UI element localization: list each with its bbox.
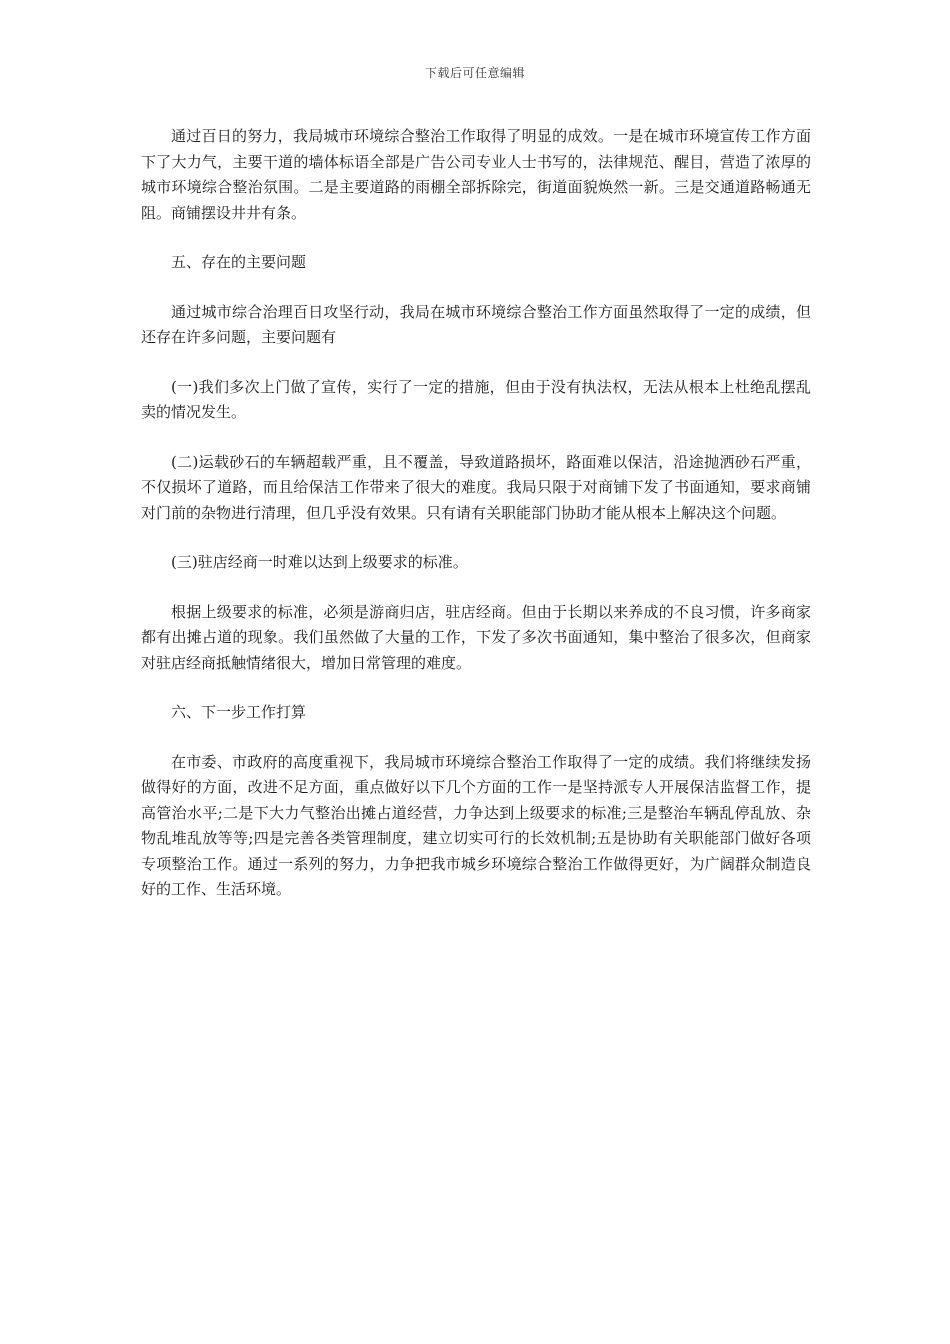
paragraph-problem-3-detail: 根据上级要求的标准，必须是游商归店，驻店经商。但由于长期以来养成的不良习惯，许多商家都有出摊占道的现象。我们虽然做了大量的工作，下发了多次书面通知，集中整治了很多次，但商家对驻店经商抵触情绪很大，增加日常管理的难度。 [141, 602, 811, 672]
page-header: 下载后可任意编辑 [424, 66, 525, 80]
section-heading-problems: 五、存在的主要问题 [171, 253, 307, 271]
paragraph-problem-2: (二)运载砂石的车辆超载严重，且不覆盖，导致道路损坏，路面难以保洁，沿途抛洒砂石严重，不仅损坏了道路，而且给保洁工作带来了很大的难度。我局只限于对商铺下发了书面通知，要求商铺对门前的杂物进行清理，但几乎没有效果。只有请有关职能部门协助才能从根本上解决这个问题。 [141, 452, 811, 522]
paragraph-problems-intro: 通过城市综合治理百日攻坚行动，我局在城市环境综合整治工作方面虽然取得了一定的成绩，但还存在许多问题，主要问题有 [141, 302, 811, 346]
paragraph-problem-3: (三)驻店经商一时难以达到上级要求的标准。 [171, 553, 468, 571]
paragraph-results: 通过百日的努力，我局城市环境综合整治工作取得了明显的成效。一是在城市环境宣传工作方面下了大力气，主要干道的墙体标语全部是广告公司专业人士书写的，法律规范、醒目，营造了浓厚的城市环境综合整治氛围。二是主要道路的雨棚全部拆除完，街道面貌焕然一新。三是交通道路畅通无阻。商铺摆设井井有条。 [141, 127, 811, 222]
paragraph-next-steps: 在市委、市政府的高度重视下，我局城市环境综合整治工作取得了一定的成绩。我们将继续发扬做得好的方面，改进不足方面，重点做好以下几个方面的工作一是坚持派专人开展保洁监督工作，提高管治水平;二是下大力气整治出摊占道经营，力争达到上级要求的标准;三是整治车辆乱停乱放、杂物乱堆乱放等等;四是完善各类管理制度，建立切实可行的长效机制;五是协助有关职能部门做好各项专项整治工作。通过一系列的努力，力争把我市城乡环境综合整治工作做得更好，为广阔群众制造良好的工作、生活环境。 [141, 752, 811, 898]
paragraph-problem-1: (一)我们多次上门做了宣传，实行了一定的措施，但由于没有执法权，无法从根本上杜绝乱摆乱卖的情况发生。 [141, 377, 811, 421]
document-body [141, 124, 811, 927]
section-heading-next-steps: 六、下一步工作打算 [171, 703, 307, 721]
